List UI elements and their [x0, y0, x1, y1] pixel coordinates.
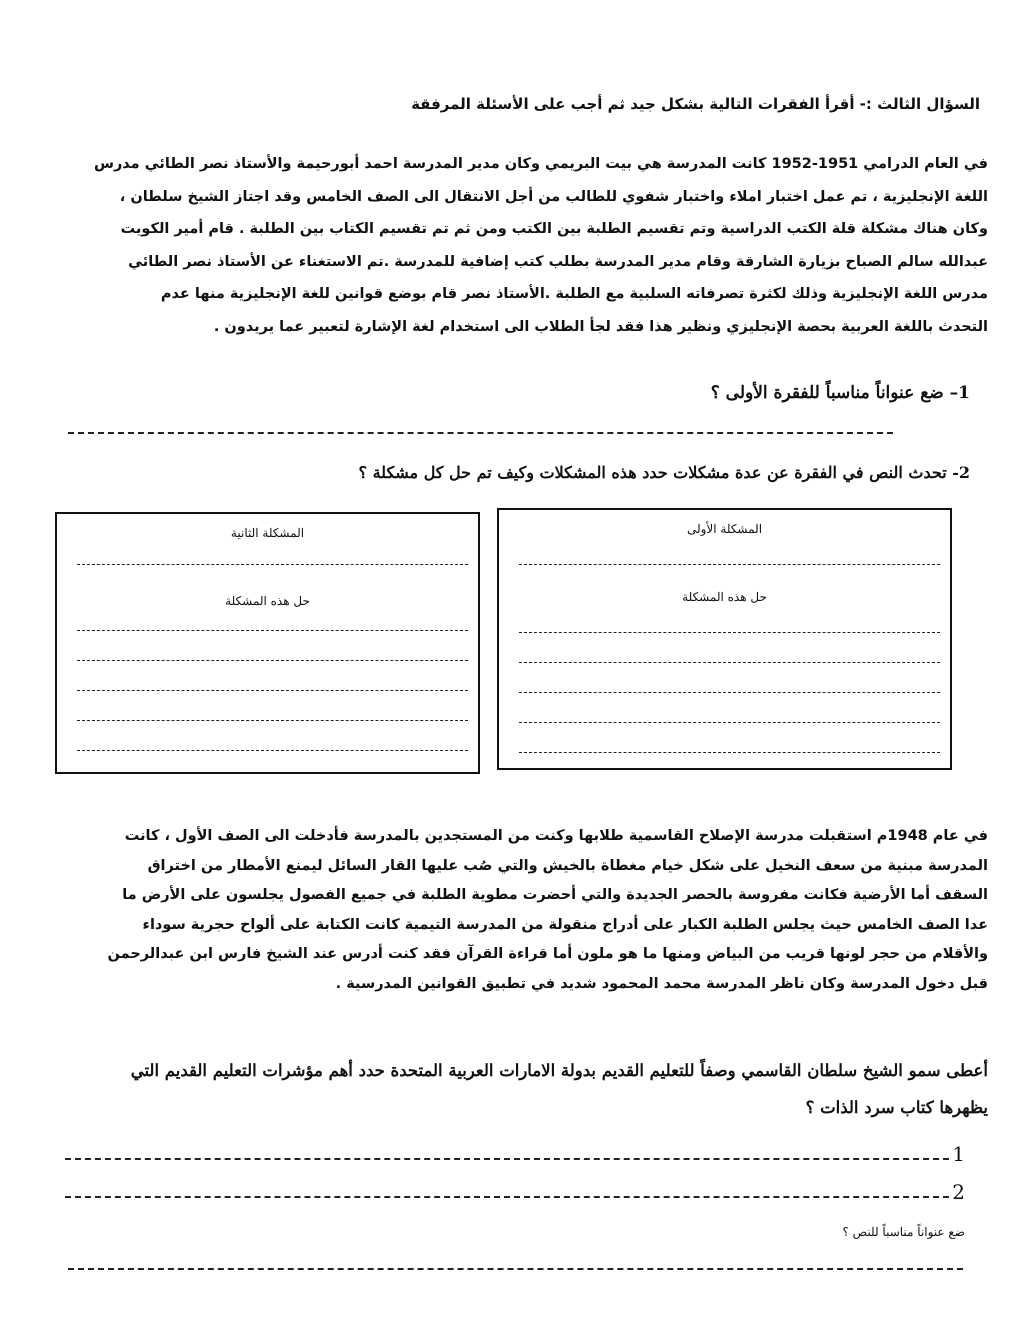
passage-line: وكان هناك مشكلة قلة الكتب الدراسية وتم تقسيم الطلبة بين الكتب ومن ثم تم تقسيم الكتاب بين الطلبة . قام أمير الكويت: [120, 221, 988, 237]
question-heading: السؤال الثالث :- أقرأ الفقرات التالية بشكل جيد ثم أجب على الأسئلة المرفقة: [411, 95, 980, 113]
second-problem-title: المشكلة الثانية: [230, 526, 305, 540]
answer-line-q1[interactable]: [68, 432, 893, 434]
passage-line: التحدث باللغة العربية بحصة الإنجليزي ونظير هذا فقد لجأ الطلاب الى استخدام لغة الإشارة لتعبير عما يريدون .: [213, 318, 988, 335]
passage-1: [38, 148, 988, 343]
second-problem-answer-line[interactable]: [77, 564, 468, 565]
passage-2: [38, 822, 988, 999]
passage-line: عبدالله سالم الصباح بزيارة الشارقة وقام مدير المدرسة بطلب كتب إضافية للمدرسة .تم الاستغناء عن الأستاذ نصر الطائي: [128, 253, 988, 270]
answer-number: 1: [952, 1142, 965, 1166]
passage-line: السقف أما الأرضية فكانت مفروسة بالحصر الجديدة والتي أحضرت مطوية الطلبة في جميع الفصول يجلسون على الأرض ما: [122, 887, 988, 903]
question-3: [38, 1052, 988, 1126]
first-problem-box: [497, 508, 952, 770]
passage-line: اللغة الإنجليزية ، تم عمل اختبار املاء واختبار شفوي للطالب من أجل الانتقال الى الصف الخامس وقد اجتاز الشيخ سلطان ،: [119, 188, 988, 205]
first-solution-answer-line[interactable]: [519, 632, 940, 633]
answer-line[interactable]: [65, 1196, 949, 1198]
second-solution-answer-line[interactable]: [77, 720, 468, 721]
answer-number: 2: [952, 1180, 965, 1204]
question-4: ضع عنواناً مناسباً للنص ؟: [842, 1225, 965, 1239]
first-problem-title: المشكلة الأولى: [686, 522, 763, 536]
question-3-line: يظهرها كتاب سرد الذات ؟: [805, 1098, 988, 1117]
answer-line[interactable]: [65, 1158, 949, 1160]
second-solution-answer-line[interactable]: [77, 630, 468, 631]
passage-line: قبل دخول المدرسة وكان ناظر المدرسة محمد المحمود شديد في تطبيق القوانين المدرسية .: [335, 975, 988, 992]
first-solution-answer-line[interactable]: [519, 752, 940, 753]
first-solution-answer-line[interactable]: [519, 722, 940, 723]
second-solution-answer-line[interactable]: [77, 660, 468, 661]
first-problem-solution-label: حل هذه المشكلة: [682, 590, 767, 604]
passage-line: المدرسة مبنية من سعف النخيل على شكل خيام مغطاة بالخيش والتي صُب عليها القار السائل ليمنع الأمطار من اختراق: [147, 857, 988, 874]
answer-row-1: [65, 1140, 965, 1168]
first-problem-answer-line[interactable]: [519, 564, 940, 565]
second-solution-answer-line[interactable]: [77, 750, 468, 751]
passage-line: في عام 1948م استقبلت مدرسة الإصلاح القاسمية طلابها وكنت من المستجدين بالمدرسة فأدخلت الى الصف الأول ، كانت: [124, 828, 988, 844]
first-solution-answer-line[interactable]: [519, 662, 940, 663]
question-3-line: أعطى سمو الشيخ سلطان القاسمي وصفاً للتعليم القديم بدولة الامارات العربية المتحدة حدد أهم مؤشرات التعليم القديم التي: [130, 1061, 988, 1080]
question-2: 2- تحدث النص في الفقرة عن عدة مشكلات حدد هذه المشكلات وكيف تم حل كل مشكلة ؟: [358, 463, 970, 482]
first-solution-answer-line[interactable]: [519, 692, 940, 693]
passage-line: والأقلام من حجر لونها قريب من البياض ومنها ما هو ملون أما قراءة القرآن فقد كنت أدرس عند الشيخ فارس ابن عبدالرحمن: [107, 946, 988, 962]
passage-line: في العام الدرامي 1951-1952 كانت المدرسة هي بيت البريمي وكان مدير المدرسة احمد أبورحيمة والأستاذ نصر الطائي مدرس: [93, 156, 988, 172]
answer-line-q4[interactable]: [68, 1268, 963, 1270]
second-solution-answer-line[interactable]: [77, 690, 468, 691]
second-problem-solution-label: حل هذه المشكلة: [225, 594, 310, 608]
question-1: 1– ضع عنواناً مناسباً للفقرة الأولى ؟: [710, 383, 970, 403]
second-problem-box: [55, 512, 480, 774]
answer-row-2: [65, 1178, 965, 1206]
passage-line: عدا الصف الخامس حيث يجلس الطلبة الكبار على أدراج منقولة من المدرسة التيمية كانت الكتابة على ألواح حجرية سوداء: [142, 916, 988, 933]
passage-line: مدرس اللغة الإنجليزية وذلك لكثرة تصرفاته السلبية مع الطلبة .الأستاذ نصر قام بوضع قوانين للغة الإنجليزية منها عدم: [160, 286, 988, 302]
